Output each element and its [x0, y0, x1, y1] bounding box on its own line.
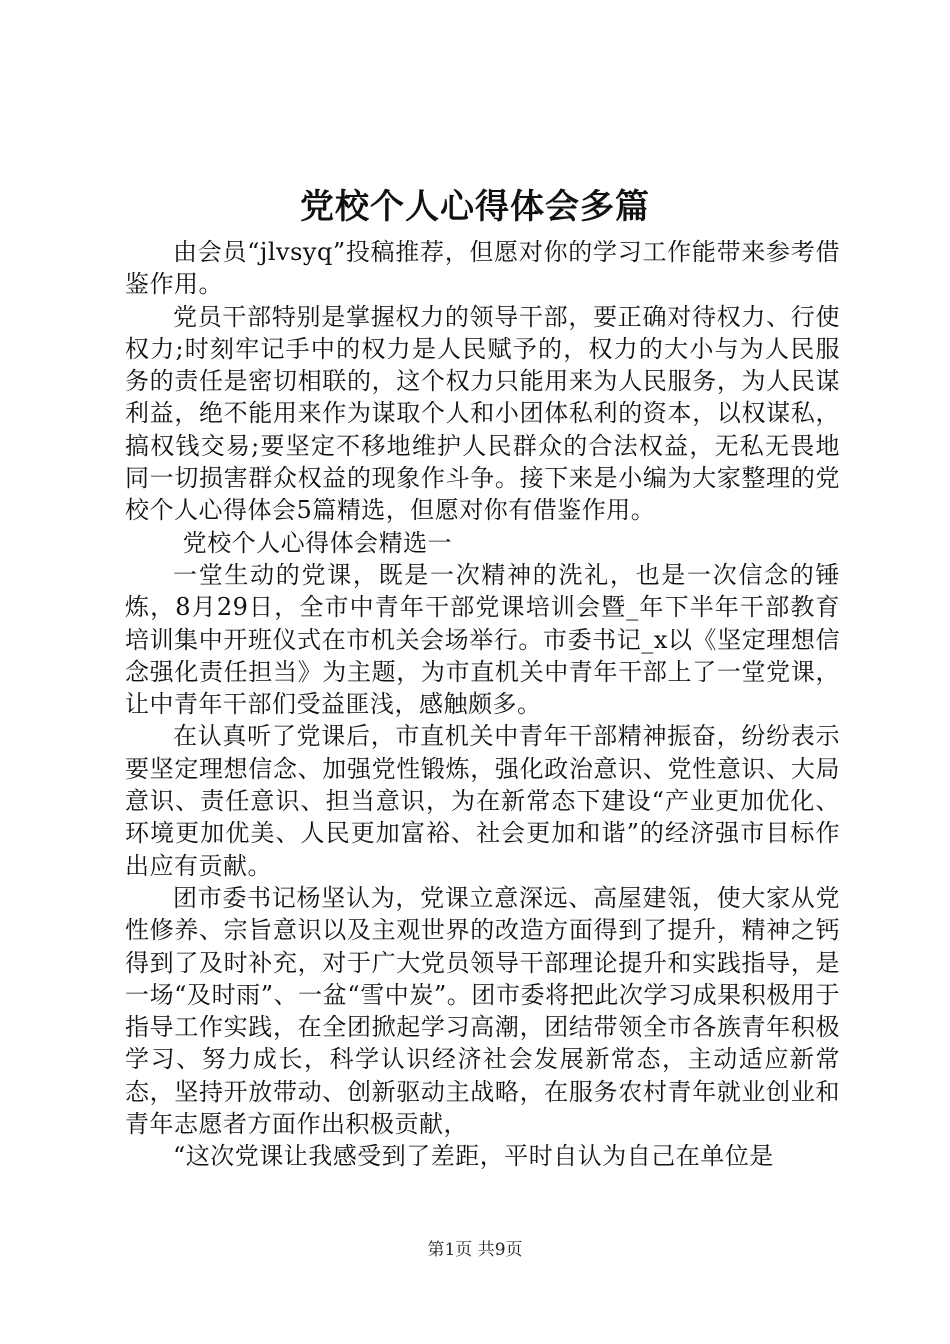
- paragraph-party-lesson: 一堂生动的党课，既是一次精神的洗礼，也是一次信念的锤炼，8月29日，全市中青年干部党课培训会暨_年下半年干部教育培训集中开班仪式在市机关会场举行。市委书记_x以《坚定理想信念强化责任担当》为主题，为市直机关中青年干部上了一堂党课，让中青年干部们受益匪浅，感触颇多。: [125, 560, 840, 719]
- paragraph-after-lesson: 在认真听了党课后，市直机关中青年干部精神振奋，纷纷表示要坚定理想信念、加强党性锻炼，强化政治意识、党性意识、大局意识、责任意识、担当意识，为在新常态下建设“产业更加优化、环境更加优美、人民更加富裕、社会更加和谐”的经济强市目标作出应有贡献。: [125, 722, 840, 880]
- document-body: [125, 236, 840, 1173]
- paragraph-youth-league: 团市委书记杨坚认为，党课立意深远、高屋建瓴，使大家从党性修养、宗旨意识以及主观世界的改造方面得到了提升，精神之钙得到了及时补充，对于广大党员领导干部理论提升和实践指导，是一场“及时雨”、一盆“雪中炭”。团市委将把此次学习成果积极用于指导工作实践，在全团掀起学习高潮，团结带领全市各族青年积极学习、努力成长，科学认识经济社会发展新常态，主动适应新常态，坚持开放带动、创新驱动主战略，在服务农村青年就业创业和青年志愿者方面作出积极贡献，: [125, 883, 840, 1139]
- paragraph-intro: 由会员“jlvsyq”投稿推荐，但愿对你的学习工作能带来参考借鉴作用。: [125, 238, 840, 299]
- paragraph-power: 党员干部特别是掌握权力的领导干部，要正确对待权力、行使权力;时刻牢记手中的权力是人民赋予的，权力的大小与为人民服务的责任是密切相联的，这个权力只能用来为人民服务，为人民谋利益，绝不能用来作为谋取个人和小团体私利的资本，以权谋私，搞权钱交易;要坚定不移地维护人民群众的合法权益，无私无畏地同一切损害群众权益的现象作斗争。接下来是小编为大家整理的党校个人心得体会5篇精选，但愿对你有借鉴作用。: [125, 302, 840, 525]
- section-heading: 党校个人心得体会精选一: [182, 528, 453, 557]
- paragraph-quote: “这次党课让我感受到了差距，平时自认为自己在单位是: [173, 1142, 774, 1171]
- page-number: 第1页 共9页: [427, 1240, 523, 1260]
- document-title: 党校个人心得体会多篇: [300, 187, 650, 227]
